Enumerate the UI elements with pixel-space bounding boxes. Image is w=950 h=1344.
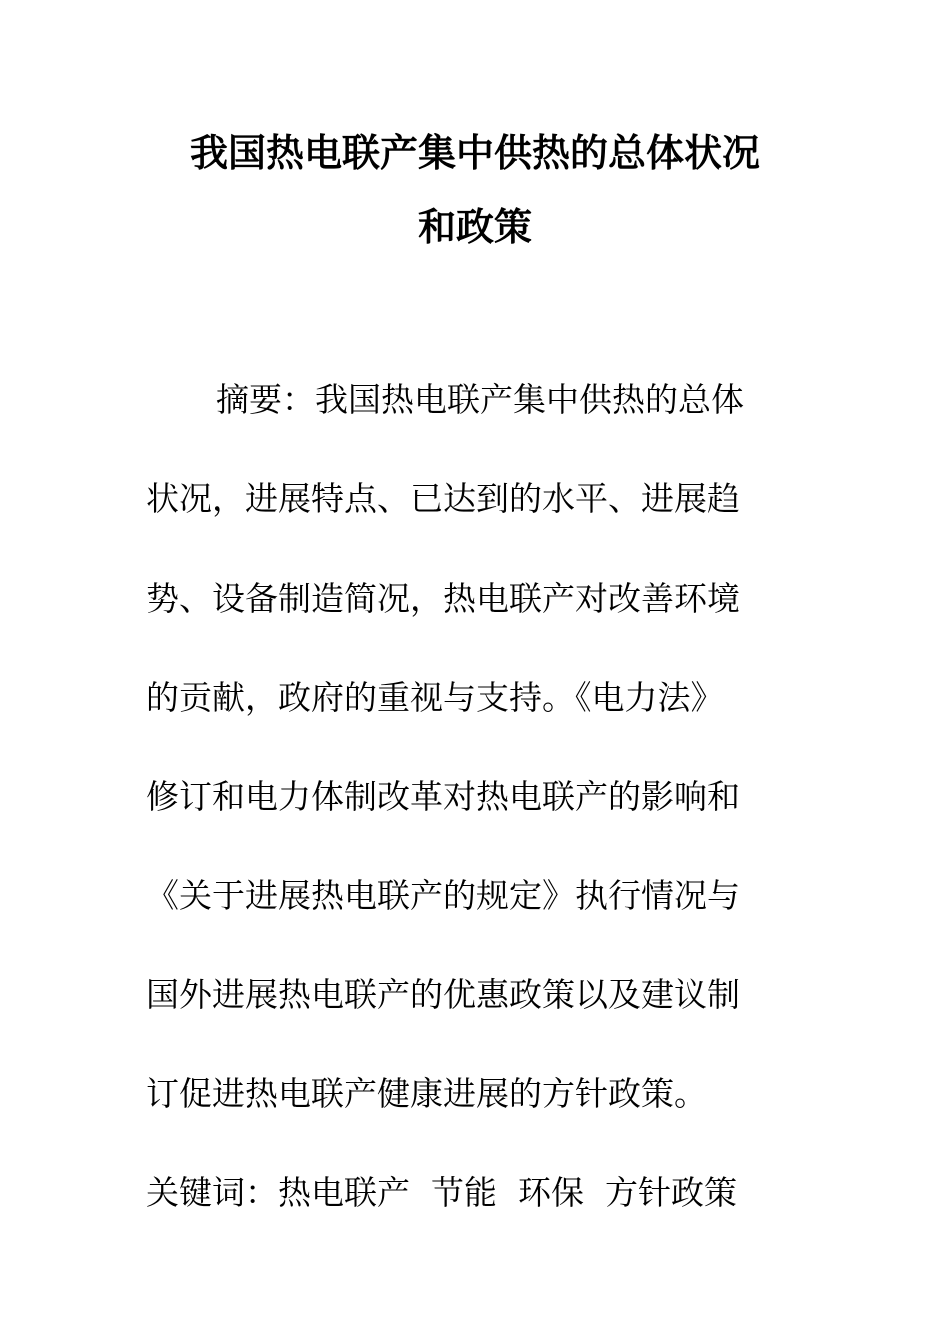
document-title-line-2: 和政策 xyxy=(417,205,532,249)
document-title-line-1: 我国热电联产集中供热的总体状况 xyxy=(189,131,760,175)
abstract-line-6: 《关于进展热电联产的规定》执行情况与 xyxy=(146,876,740,915)
abstract-line-1: 摘要：我国热电联产集中供热的总体 xyxy=(216,380,744,419)
abstract-line-7: 国外进展热电联产的优惠政策以及建议制 xyxy=(146,975,740,1014)
abstract-line-2: 状况，进展特点、已达到的水平、进展趋 xyxy=(146,479,740,518)
abstract-line-3: 势、设备制造简况，热电联产对改善环境 xyxy=(146,579,740,618)
abstract-line-8: 订促进热电联产健康进展的方针政策。 xyxy=(146,1074,707,1113)
keywords-line: 关键词：热电联产 节能 环保 方针政策 xyxy=(146,1173,737,1212)
abstract-line-4: 的贡献，政府的重视与支持。《电力法》 xyxy=(146,678,724,717)
abstract-line-5: 修订和电力体制改革对热电联产的影响和 xyxy=(146,777,740,816)
